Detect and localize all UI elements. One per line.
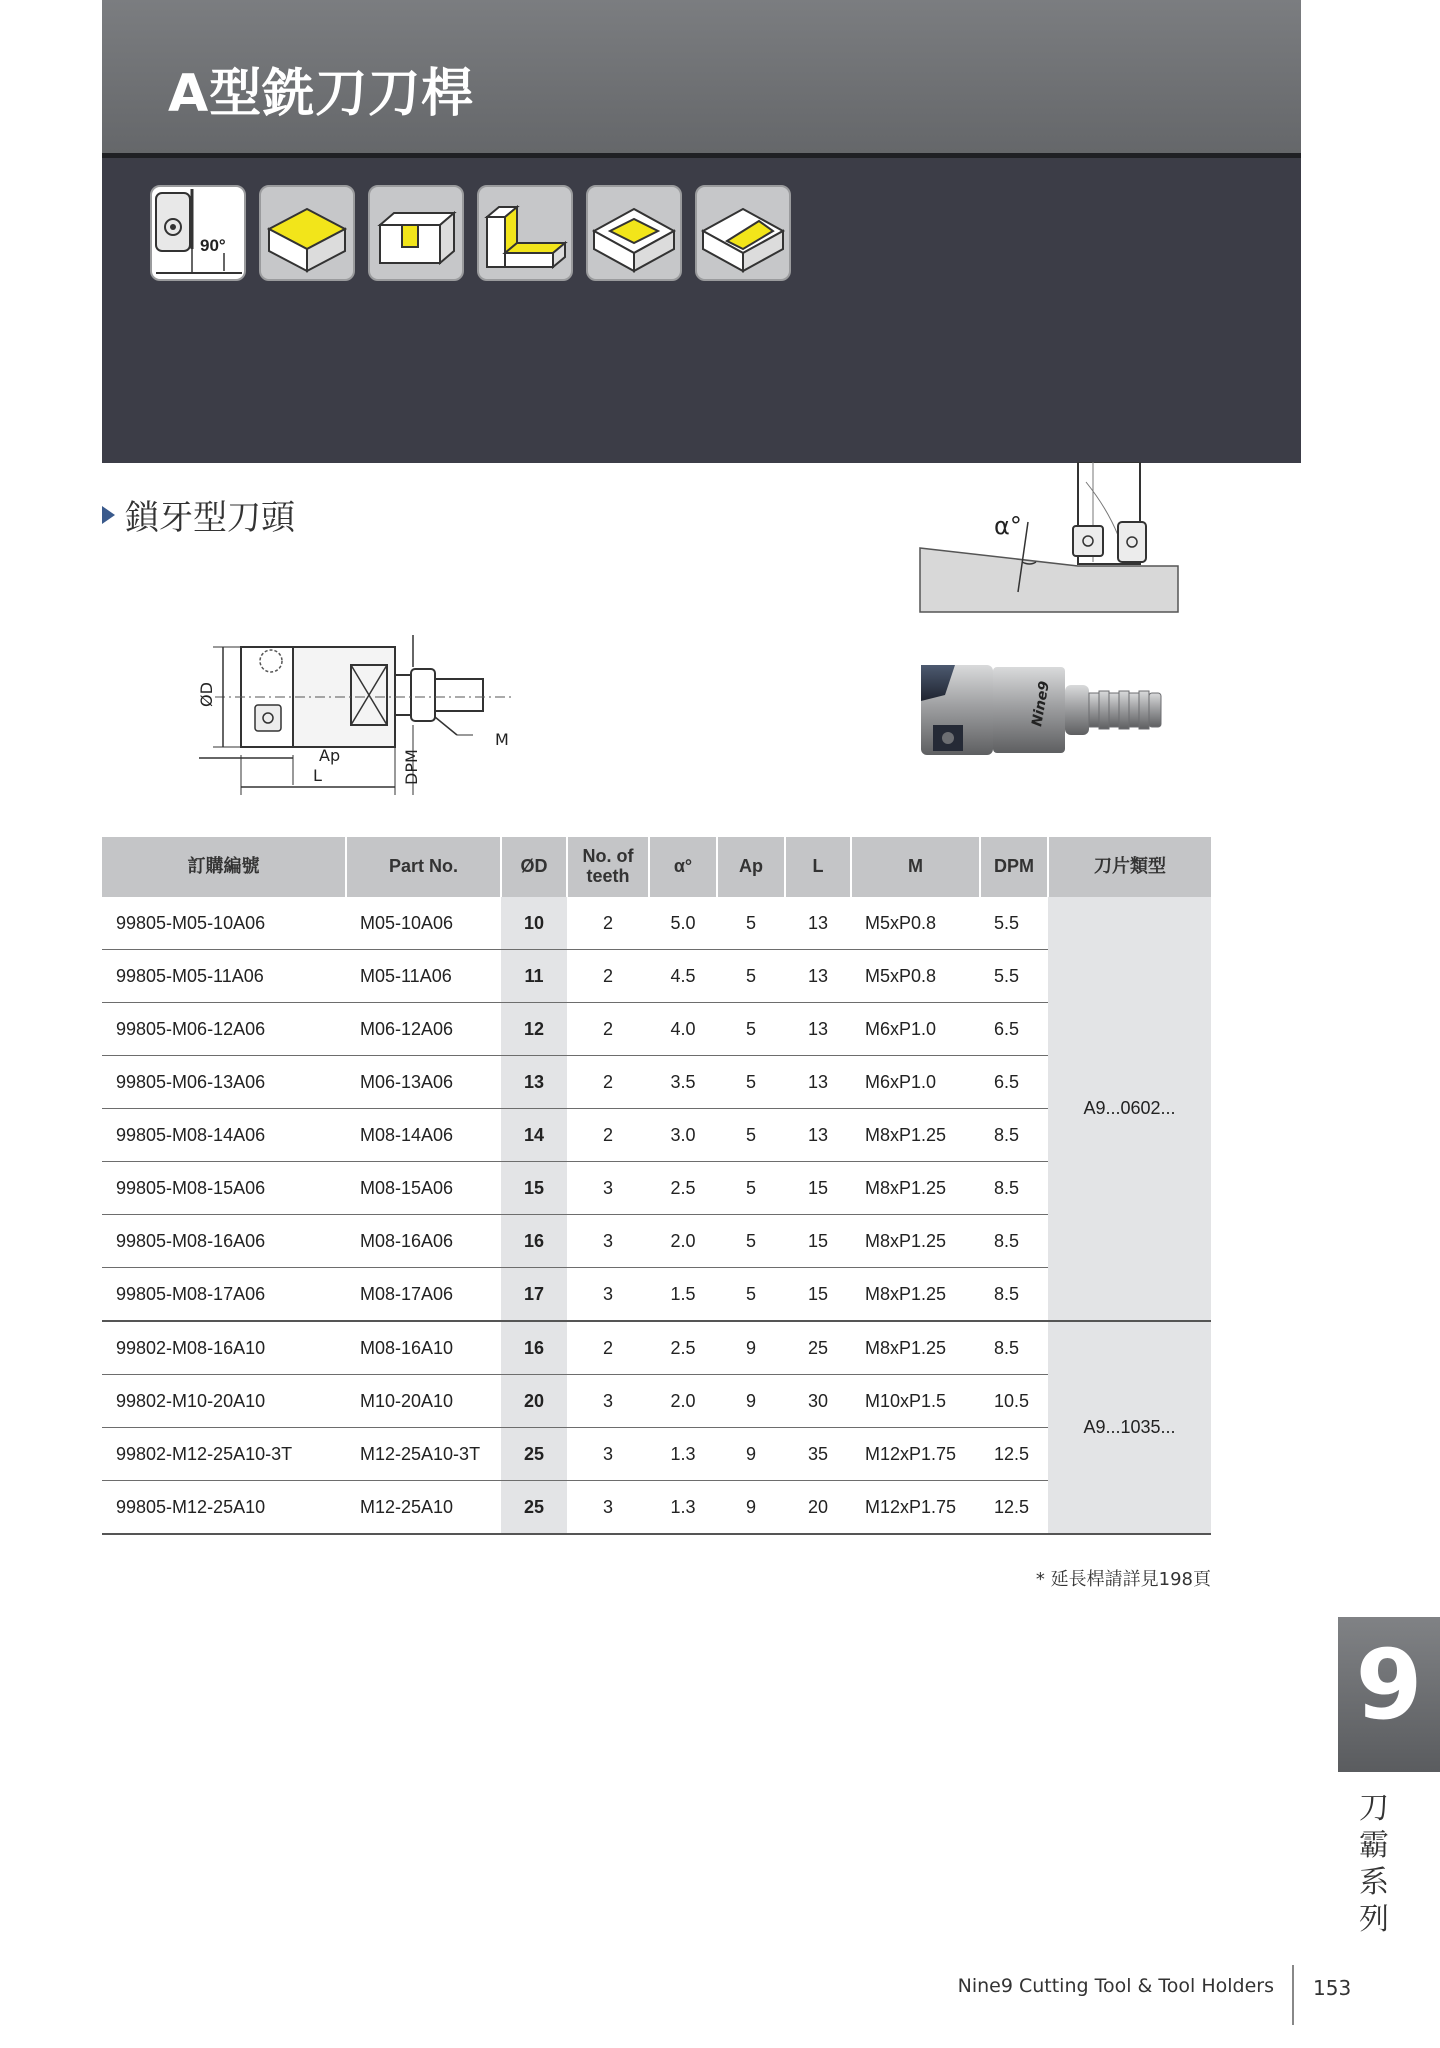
table-cell: 5: [717, 1162, 785, 1215]
table-row: [102, 1481, 1211, 1535]
chapter-label-char: 系: [1359, 1865, 1389, 1900]
table-cell: 3.5: [649, 1056, 717, 1109]
table-cell: 11: [501, 950, 567, 1003]
table-cell: M05-11A06: [346, 950, 501, 1003]
footnote: * 延長桿請詳見198頁: [1035, 1569, 1211, 1590]
table-cell: 99805-M08-14A06: [102, 1109, 346, 1162]
table-cell: M05-10A06: [346, 897, 501, 950]
table-row: [102, 1003, 1211, 1056]
table-cell: 10: [501, 897, 567, 950]
page-number: 153: [1313, 1976, 1352, 2000]
product-photo: [915, 655, 1175, 765]
table-cell: 1.3: [649, 1481, 717, 1535]
table-cell: M08-14A06: [346, 1109, 501, 1162]
svg-text:90°: 90°: [200, 236, 226, 255]
table-cell: 5.5: [980, 950, 1048, 1003]
table-cell: 99805-M06-13A06: [102, 1056, 346, 1109]
section-title: 鎖牙型刀頭: [125, 498, 295, 538]
table-cell: M12-25A10: [346, 1481, 501, 1535]
table-cell: 14: [501, 1109, 567, 1162]
table-row: [102, 1268, 1211, 1322]
column-header: ØD: [501, 837, 567, 897]
table-cell: 10.5: [980, 1375, 1048, 1428]
table-cell: 9: [717, 1375, 785, 1428]
table-cell: 9: [717, 1321, 785, 1375]
table-cell: M08-16A10: [346, 1321, 501, 1375]
table-cell: M8xP1.25: [851, 1109, 980, 1162]
table-cell: M8xP1.25: [851, 1268, 980, 1322]
table-cell: 6.5: [980, 1003, 1048, 1056]
table-cell: 25: [785, 1321, 851, 1375]
table-cell: 2: [567, 1056, 649, 1109]
column-header: DPM: [980, 837, 1048, 897]
column-header: L: [785, 837, 851, 897]
table-cell: 99805-M08-15A06: [102, 1162, 346, 1215]
svg-text:L: L: [313, 766, 322, 785]
table-cell: 13: [785, 1056, 851, 1109]
table-row: [102, 1215, 1211, 1268]
table-cell: M5xP0.8: [851, 897, 980, 950]
table-cell: 3: [567, 1375, 649, 1428]
table-cell: 2: [567, 950, 649, 1003]
table-cell: 3: [567, 1428, 649, 1481]
table-cell: M12xP1.75: [851, 1428, 980, 1481]
column-header: α°: [649, 837, 717, 897]
table-cell: M08-17A06: [346, 1268, 501, 1322]
column-header: 刀片類型: [1048, 837, 1211, 897]
table-cell: 1.3: [649, 1428, 717, 1481]
table-cell: 13: [501, 1056, 567, 1109]
table-cell: 3: [567, 1268, 649, 1322]
chapter-label-char: 列: [1359, 1902, 1389, 1937]
chapter-label-char: 霸: [1359, 1828, 1389, 1863]
table-cell: 13: [785, 1109, 851, 1162]
table-cell: M10xP1.5: [851, 1375, 980, 1428]
table-cell: 8.5: [980, 1215, 1048, 1268]
shoulder-milling-icon: [477, 185, 573, 281]
table-cell: M12-25A10-3T: [346, 1428, 501, 1481]
table-cell: 2: [567, 1003, 649, 1056]
chapter-label: [1356, 1790, 1392, 1938]
svg-text:α°: α°: [994, 512, 1022, 540]
chapter-tab: [1338, 1617, 1440, 1772]
table-row: [102, 1428, 1211, 1481]
footer-company: Nine9 Cutting Tool & Tool Holders: [957, 1975, 1274, 1997]
table-cell: M10-20A10: [346, 1375, 501, 1428]
table-cell: 5: [717, 950, 785, 1003]
table-cell: 15: [501, 1162, 567, 1215]
table-cell: 13: [785, 1003, 851, 1056]
svg-text:Nine9: Nine9: [1029, 679, 1053, 728]
table-cell: M08-16A06: [346, 1215, 501, 1268]
table-cell: 4.5: [649, 950, 717, 1003]
table-cell: M5xP0.8: [851, 950, 980, 1003]
table-cell: 13: [785, 897, 851, 950]
table-cell: M6xP1.0: [851, 1056, 980, 1109]
table-cell: 8.5: [980, 1109, 1048, 1162]
table-cell: 5.0: [649, 897, 717, 950]
table-cell: 9: [717, 1481, 785, 1535]
table-cell: 25: [501, 1481, 567, 1535]
table-cell: 99805-M08-17A06: [102, 1268, 346, 1322]
table-cell: 99805-M12-25A10: [102, 1481, 346, 1535]
table-cell: 99805-M05-10A06: [102, 897, 346, 950]
column-header: No. of teeth: [567, 837, 649, 897]
table-cell: 2.5: [649, 1321, 717, 1375]
table-row: [102, 1056, 1211, 1109]
table-header-row: [102, 837, 1211, 897]
chapter-label-char: 刀: [1359, 1791, 1389, 1826]
column-header: Part No.: [346, 837, 501, 897]
table-row: [102, 1321, 1211, 1375]
table-cell: 2: [567, 897, 649, 950]
table-cell: 4.0: [649, 1003, 717, 1056]
slot-milling-icon: [368, 185, 464, 281]
table-row: [102, 1109, 1211, 1162]
table-cell: M8xP1.25: [851, 1162, 980, 1215]
ramp-angle-diagram: [918, 462, 1188, 622]
table-cell: 5: [717, 1268, 785, 1322]
table-cell: 20: [785, 1481, 851, 1535]
svg-text:DPM: DPM: [402, 749, 421, 785]
table-cell: 30: [785, 1375, 851, 1428]
tool-dimension-drawing: [195, 635, 525, 795]
table-row: [102, 1375, 1211, 1428]
table-cell: 9: [717, 1428, 785, 1481]
table-cell: 35: [785, 1428, 851, 1481]
face-milling-icon: [259, 185, 355, 281]
table-cell: 25: [501, 1428, 567, 1481]
table-cell: M8xP1.25: [851, 1215, 980, 1268]
table-cell: 3: [567, 1162, 649, 1215]
column-header: 訂購編號: [102, 837, 346, 897]
footer-divider: [1292, 1965, 1294, 2025]
table-cell: 1.5: [649, 1268, 717, 1322]
table-cell: 5.5: [980, 897, 1048, 950]
header-banner: [102, 0, 1301, 153]
table-row: [102, 1162, 1211, 1215]
table-cell: 12.5: [980, 1428, 1048, 1481]
svg-text:ØD: ØD: [197, 682, 216, 707]
table-cell: 20: [501, 1375, 567, 1428]
triangle-bullet-icon: [102, 506, 115, 524]
table-cell: 2.5: [649, 1162, 717, 1215]
chapter-number: 9: [1355, 1629, 1423, 1741]
table-cell: 15: [785, 1215, 851, 1268]
table-cell: 8.5: [980, 1268, 1048, 1322]
svg-text:Ap: Ap: [319, 746, 341, 765]
table-cell: M06-13A06: [346, 1056, 501, 1109]
table-cell: 99805-M08-16A06: [102, 1215, 346, 1268]
table-cell: 2.0: [649, 1375, 717, 1428]
table-cell: 5: [717, 1056, 785, 1109]
table-cell: 13: [785, 950, 851, 1003]
insert-90-degree-icon: [150, 185, 246, 281]
table-cell: M6xP1.0: [851, 1003, 980, 1056]
table-cell: 5: [717, 1003, 785, 1056]
table-cell: 99802-M12-25A10-3T: [102, 1428, 346, 1481]
table-cell: 99805-M05-11A06: [102, 950, 346, 1003]
insert-type-cell: A9...1035...: [1048, 1321, 1211, 1534]
table-cell: 3.0: [649, 1109, 717, 1162]
table-cell: 8.5: [980, 1321, 1048, 1375]
insert-type-cell: A9...0602...: [1048, 897, 1211, 1321]
ramping-icon: [695, 185, 791, 281]
table-row: [102, 897, 1211, 950]
pocket-milling-icon: [586, 185, 682, 281]
feature-icon-row: [150, 185, 791, 281]
svg-text:M: M: [495, 730, 509, 749]
table-cell: 99802-M08-16A10: [102, 1321, 346, 1375]
table-cell: M08-15A06: [346, 1162, 501, 1215]
table-cell: 8.5: [980, 1162, 1048, 1215]
table-cell: 2.0: [649, 1215, 717, 1268]
page-title: A型銑刀刀桿: [168, 64, 475, 124]
table-cell: 12.5: [980, 1481, 1048, 1535]
table-cell: 5: [717, 1109, 785, 1162]
table-cell: 2: [567, 1321, 649, 1375]
table-cell: 5: [717, 897, 785, 950]
table-cell: 16: [501, 1215, 567, 1268]
table-cell: 15: [785, 1268, 851, 1322]
table-cell: M8xP1.25: [851, 1321, 980, 1375]
table-cell: 2: [567, 1109, 649, 1162]
table-cell: 16: [501, 1321, 567, 1375]
table-cell: 99802-M10-20A10: [102, 1375, 346, 1428]
table-cell: 5: [717, 1215, 785, 1268]
table-cell: M06-12A06: [346, 1003, 501, 1056]
column-header: M: [851, 837, 980, 897]
table-cell: 99805-M06-12A06: [102, 1003, 346, 1056]
column-header: Ap: [717, 837, 785, 897]
specification-table: [102, 837, 1211, 1535]
table-cell: 3: [567, 1481, 649, 1535]
table-cell: 15: [785, 1162, 851, 1215]
table-cell: M12xP1.75: [851, 1481, 980, 1535]
table-row: [102, 950, 1211, 1003]
table-cell: 6.5: [980, 1056, 1048, 1109]
section-heading: [102, 490, 295, 539]
table-cell: 12: [501, 1003, 567, 1056]
table-cell: 3: [567, 1215, 649, 1268]
table-cell: 17: [501, 1268, 567, 1322]
